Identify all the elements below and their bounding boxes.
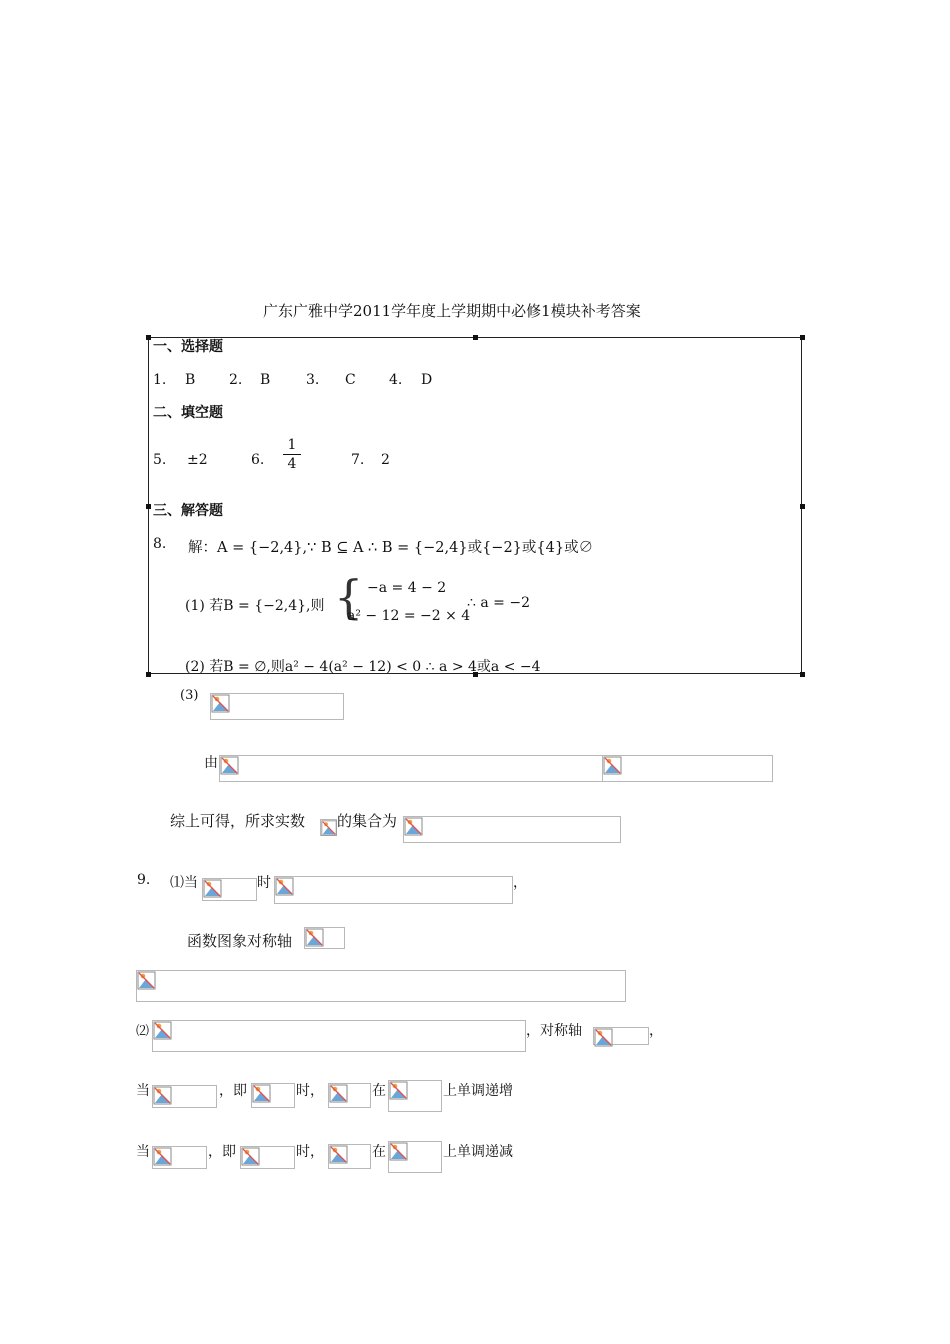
embedded-object-frame[interactable] — [148, 337, 802, 674]
broken-image-placeholder — [320, 819, 337, 836]
ji-text: ，即 — [208, 1144, 236, 1160]
broken-image-icon — [153, 1147, 172, 1166]
fraction-numerator: 1 — [287, 437, 297, 453]
broken-image-placeholder — [152, 1146, 207, 1169]
answer-value-1: B — [185, 372, 196, 388]
answer-value-2: B — [260, 372, 271, 388]
q9-part2-axis-text: ，对称轴 — [526, 1023, 582, 1039]
broken-image-placeholder — [251, 1083, 295, 1108]
answer-num-3: 3. — [306, 372, 320, 388]
broken-image-icon — [153, 1086, 172, 1105]
broken-image-icon — [211, 694, 230, 713]
question-9-number: 9. — [137, 872, 151, 888]
section-heading-solve: 三、解答题 — [153, 503, 223, 519]
q9-part2-prefix: ⑵ — [136, 1024, 150, 1039]
zai-text: 在 — [372, 1083, 386, 1099]
broken-image-icon — [241, 1147, 260, 1166]
broken-image-icon — [329, 1084, 348, 1103]
broken-image-icon — [252, 1084, 271, 1103]
question-8-solution-line: 解：A = {−2,4},∵ B ⊆ A ∴ B = {−2,4}或{−2}或{4}或∅ — [188, 540, 594, 556]
broken-image-placeholder — [210, 693, 344, 720]
case-3-label: (3) — [180, 688, 199, 703]
fraction-bar — [283, 454, 301, 455]
broken-image-icon — [594, 1028, 613, 1047]
zai-text: 在 — [372, 1144, 386, 1160]
symmetry-axis-text: 函数图象对称轴 — [187, 932, 293, 950]
answer-num-2: 2. — [229, 372, 243, 388]
resize-handle-top-right[interactable] — [800, 335, 805, 340]
increasing-text: 上单调递增 — [443, 1083, 513, 1099]
you-text: 由 — [204, 755, 218, 771]
broken-image-placeholder — [152, 1085, 217, 1108]
answer-value-7: 2 — [381, 452, 390, 468]
document-title: 广东广雅中学2011学年度上学期期中必修1模块补考答案 — [263, 302, 641, 320]
broken-image-icon — [153, 1021, 172, 1040]
q9-part1-prefix: ⑴当 — [170, 875, 198, 891]
broken-image-icon — [203, 879, 222, 898]
fraction-answer-6 — [283, 437, 301, 472]
resize-handle-middle-right[interactable] — [800, 504, 805, 509]
broken-image-icon — [603, 756, 622, 775]
broken-image-placeholder — [202, 878, 257, 901]
conclusion-text: 综上可得，所求实数 — [170, 812, 306, 830]
broken-image-icon — [404, 817, 423, 836]
answer-num-6: 6. — [251, 452, 265, 468]
q9-part1-when: 时 — [257, 875, 271, 891]
ji-text: ，即 — [219, 1083, 247, 1099]
broken-image-placeholder — [328, 1083, 371, 1108]
answer-value-4: D — [421, 372, 433, 388]
broken-image-placeholder — [403, 816, 621, 843]
answer-num-5: 5. — [153, 452, 167, 468]
resize-handle-bottom-right[interactable] — [800, 672, 805, 677]
broken-image-icon — [321, 820, 337, 836]
broken-image-placeholder — [136, 970, 626, 1002]
resize-handle-top-left[interactable] — [146, 335, 151, 340]
decreasing-text: 上单调递减 — [443, 1144, 513, 1160]
broken-image-placeholder — [240, 1146, 295, 1169]
section-heading-fill: 二、填空题 — [153, 405, 223, 421]
resize-handle-middle-left[interactable] — [146, 504, 151, 509]
dang-text: 当 — [136, 1083, 150, 1099]
conclusion-mid-text: 的集合为 — [337, 812, 398, 830]
broken-image-placeholder — [152, 1020, 526, 1052]
case-1-prefix: (1) 若B = {−2,4},则 — [185, 598, 325, 614]
broken-image-placeholder — [388, 1080, 442, 1112]
case-1-equation-2: a² − 12 = −2 × 4 — [347, 608, 471, 624]
broken-image-icon — [137, 971, 156, 990]
broken-image-placeholder — [593, 1027, 649, 1045]
broken-image-icon — [329, 1145, 348, 1164]
broken-image-placeholder — [328, 1144, 371, 1169]
resize-handle-bottom-left[interactable] — [146, 672, 151, 677]
broken-image-icon — [305, 928, 324, 947]
fraction-denominator: 4 — [287, 456, 297, 472]
broken-image-placeholder — [274, 876, 513, 904]
shi-text: 时， — [296, 1083, 324, 1099]
dang-text: 当 — [136, 1144, 150, 1160]
case-2-line: (2) 若B = ∅,则a² − 4(a² − 12) < 0 ∴ a > 4或a < −4 — [185, 659, 541, 675]
broken-image-icon — [220, 756, 239, 775]
question-8-number: 8. — [153, 536, 167, 552]
section-heading-choice: 一、选择题 — [153, 339, 223, 355]
broken-image-placeholder — [388, 1141, 442, 1173]
comma: ， — [649, 1023, 663, 1039]
case-1-equation-1: −a = 4 − 2 — [367, 580, 447, 596]
broken-image-icon — [275, 877, 294, 896]
answer-value-5: ±2 — [187, 452, 208, 468]
shi-text: 时， — [296, 1144, 324, 1160]
broken-image-icon — [389, 1081, 408, 1100]
broken-image-icon — [389, 1142, 408, 1161]
answer-num-7: 7. — [351, 452, 365, 468]
broken-image-placeholder — [304, 927, 345, 949]
comma: ， — [513, 875, 527, 891]
answer-value-3: C — [345, 372, 356, 388]
case-1-result: ∴ a = −2 — [467, 595, 530, 611]
answer-num-4: 4. — [389, 372, 403, 388]
broken-image-placeholder — [602, 755, 773, 782]
broken-image-placeholder — [219, 755, 603, 782]
system-brace: { — [334, 570, 364, 624]
resize-handle-top-center[interactable] — [473, 335, 478, 340]
answer-num-1: 1. — [153, 372, 167, 388]
